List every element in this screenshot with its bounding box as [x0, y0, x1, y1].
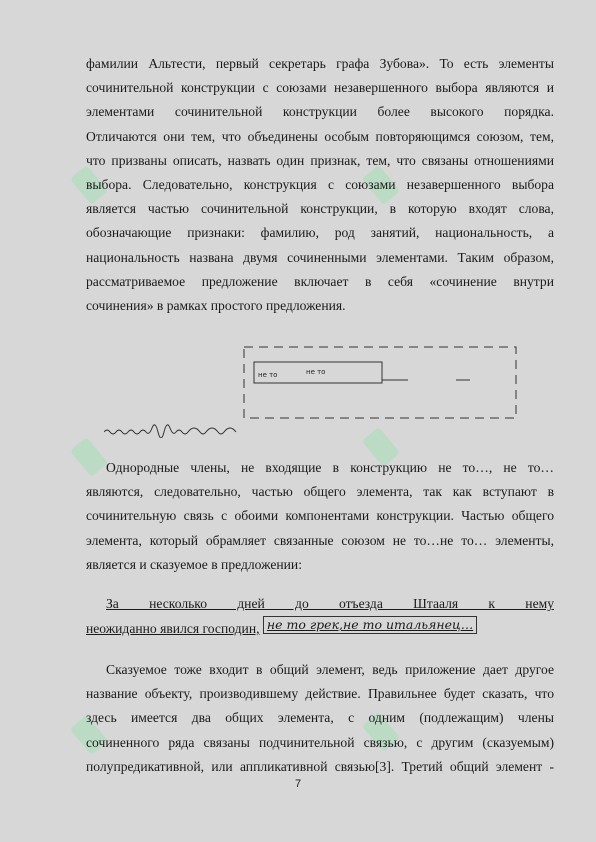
paragraph-2 [86, 456, 554, 577]
text-line: является частью сочинительной конструкции, в которую входят слова, [86, 201, 554, 217]
paragraph-3 [86, 658, 554, 779]
text-line: выбора. Следовательно, конструкция с союзами незавершенного выбора [86, 176, 554, 192]
diagram-label-right: не то [306, 368, 326, 376]
text-line: элементами сочинительной конструкции более высокого порядка. [86, 104, 554, 120]
construction-diagram [242, 346, 518, 420]
text-line: здесь имеется два общих элемента, с одним (подлежащим) члены [86, 710, 554, 726]
text-line: является и сказуемое в предложении: [86, 556, 302, 572]
text-line: сочинительную связь с обоими компонентами конструкции. Частью общего [86, 508, 554, 524]
paragraph-1 [86, 52, 554, 318]
text-line: Сказуемое тоже входит в общий элемент, ведь приложение дает другое [106, 662, 554, 677]
text-line: что призваны описать, назвать один признак, тем, что связаны отношениями [86, 152, 554, 168]
example-line: За несколько дней до отъезда Штааля к нему [106, 596, 554, 611]
text-line: фамилии Альтести, первый секретарь графа Зубова». То есть элементы [86, 56, 554, 71]
page-number: 7 [294, 778, 302, 790]
text-line: рассматриваемое предложение включает в себя «сочинение внутри [86, 273, 554, 289]
wavy-underline [104, 424, 238, 438]
text-line: являются, следовательно, частью общего элемента, так как вступают в [86, 484, 554, 500]
text-line: сочинительной конструкции с союзами незавершенного выбора являются и [86, 80, 554, 96]
example-sentence [86, 592, 554, 642]
text-line: национальность названа двумя сочиненными элементами. Таким образом, [86, 249, 554, 265]
text-line: сочиненного ряда связаны подчинительной связью, с другим (сказуемым) [86, 734, 554, 750]
diagram-label-left: не то [258, 371, 278, 379]
text-line: Однородные члены, не входящие в конструкцию не то…, не то… [106, 460, 554, 475]
text-line: обозначающие признаки: фамилию, род занятий, национальность, а [86, 225, 554, 241]
example-line-text: неожиданно явился господин, [86, 621, 260, 637]
example-line-2 [86, 616, 554, 642]
boxed-apposition: не то грек,не то итальянец… [263, 616, 477, 634]
text-line: полупредикативной, или аппликативной связью[3]. Третий общий элемент - [86, 758, 554, 774]
text-line: сочинения» в рамках простого предложения. [86, 297, 346, 313]
text-line: название объекту, производившему действие. Правильнее будет сказать, что [86, 686, 554, 702]
text-line: элемента, который обрамляет связанные союзом не то…не то… элементы, [86, 532, 554, 548]
text-line: Отличаются они тем, что объединены особым повторяющимся союзом, тем, [86, 128, 554, 144]
